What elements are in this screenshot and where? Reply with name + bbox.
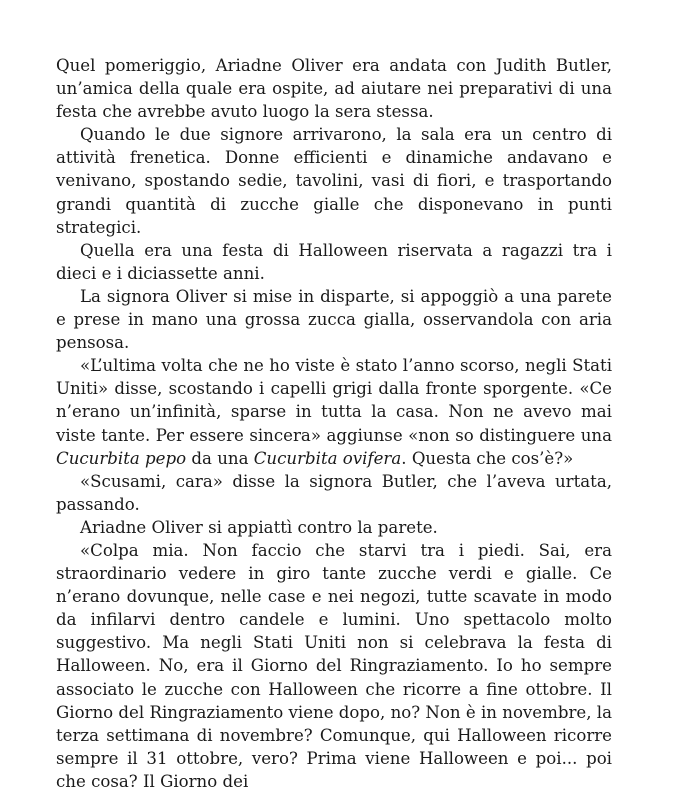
- text-run: «L’ultima volta che ne ho viste è stato l’anno scorso, negli Stati Uniti» disse, scostando i capelli grigi dalla fronte sporgente. «Ce n’erano un’infinità, sparse in tutta la casa. Non ne avevo mai viste tante. Per essere sincera» aggiunse «non so distinguere una: [56, 356, 612, 445]
- paragraph: Quella era una festa di Halloween riservata a ragazzi tra i dieci e i diciassette anni.: [56, 240, 612, 283]
- paragraph: [56, 354, 612, 469]
- paragraph: Quando le due signore arrivarono, la sala era un centro di attività frenetica. Donne efficienti e dinamiche andavano e venivano, spostando sedie, tavolini, vasi di fiori, e trasportando grandi quantità di zucche gialle che disponevano in punti strategici.: [56, 125, 612, 237]
- paragraph: «Scusami, cara» disse la signora Butler, che l’aveva urtata, passando.: [56, 471, 612, 514]
- text-run: da una: [186, 448, 254, 468]
- paragraph: La signora Oliver si mise in disparte, si appoggiò a una parete e prese in mano una grossa zucca gialla, osservandola con aria pensosa.: [56, 286, 612, 353]
- text-run: . Questa che cos’è?»: [401, 448, 574, 468]
- paragraph: «Colpa mia. Non faccio che starvi tra i piedi. Sai, era straordinario vedere in giro tante zucche verdi e gialle. Ce n’erano dovunque, nelle case e nei negozi, tutte scavate in modo da infilarvi dentro candele e lumini. Uno spettacolo molto suggestivo. Ma negli Stati Uniti non si celebrava la festa di Halloween. No, era il Giorno del Ringraziamento. Io ho sempre associato le zucche con Halloween che ricorre a fine ottobre. Il Giorno del Ringraziamento viene dopo, no? Non è in novembre, la terza settimana di novembre? Comunque, qui Halloween ricorre sempre il 31 ottobre, vero? Prima viene Halloween e poi... poi che cosa? Il Giorno dei: [56, 540, 612, 791]
- italic-term: Cucurbita ovifera: [253, 448, 402, 468]
- paragraph: Quel pomeriggio, Ariadne Oliver era andata con Judith Butler, un’amica della quale era ospite, ad aiutare nei preparativi di una festa che avrebbe avuto luogo la sera stessa.: [56, 56, 612, 122]
- italic-term: Cucurbita pepo: [56, 448, 187, 468]
- paragraph: Ariadne Oliver si appiattì contro la parete.: [80, 517, 438, 537]
- book-page: [56, 54, 612, 793]
